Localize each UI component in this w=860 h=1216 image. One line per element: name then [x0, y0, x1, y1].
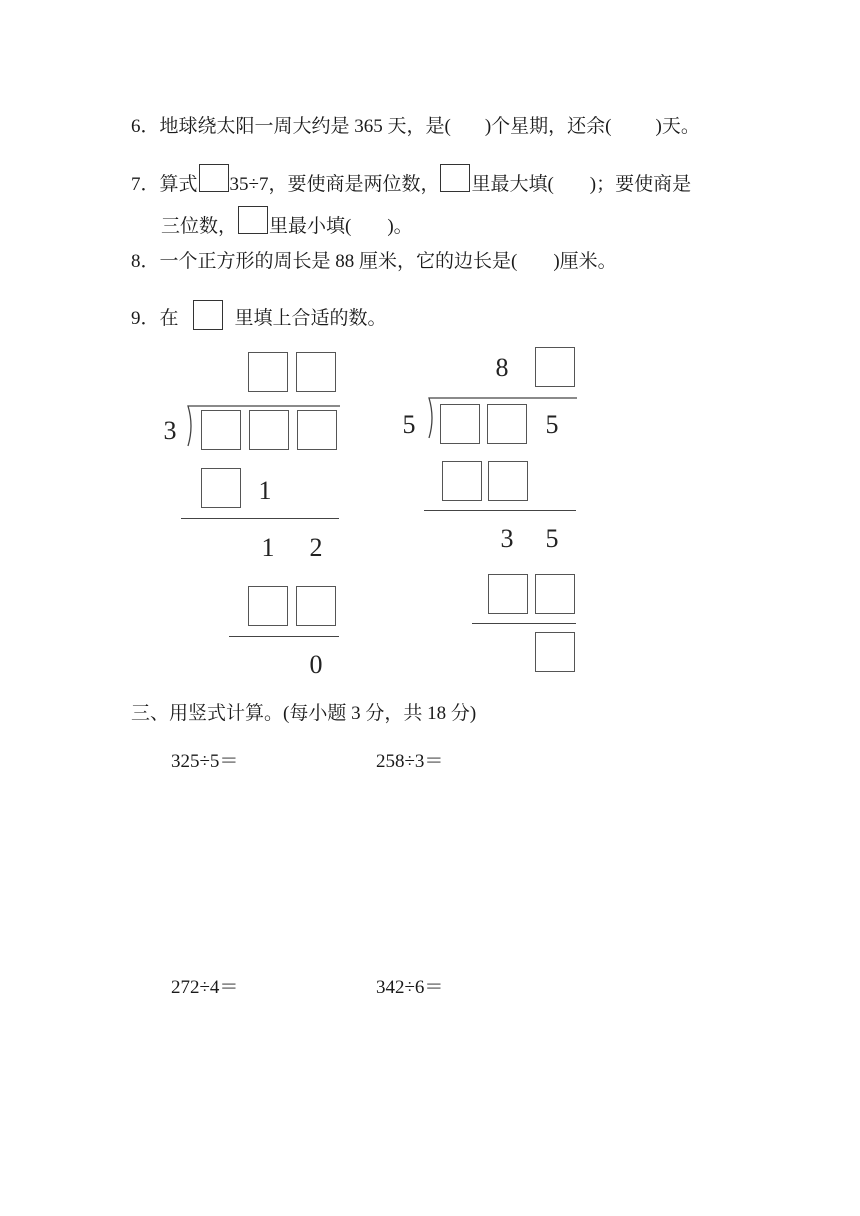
question-text: )；要使商是 [589, 174, 692, 195]
divisor: 3 [163, 416, 177, 445]
calc-problem[interactable]: 325÷5＝ [171, 751, 239, 772]
question-text: )厘米。 [553, 251, 617, 272]
fill-in-box-sample [193, 300, 223, 330]
product-box[interactable] [488, 574, 528, 614]
calc-problem[interactable]: 272÷4＝ [171, 977, 239, 998]
question-9 [131, 300, 387, 331]
step2-digit: 2 [309, 533, 323, 562]
dividend-box[interactable] [297, 410, 337, 450]
calc-problem[interactable]: 342÷6＝ [376, 977, 444, 998]
quotient-box[interactable] [248, 352, 288, 392]
calc-problem[interactable]: 258÷3＝ [376, 751, 444, 772]
question-number: 9． [131, 308, 160, 329]
step1-digit: 1 [258, 476, 272, 505]
question-number: 6． [131, 116, 160, 137]
product-box[interactable] [442, 461, 482, 501]
quotient-box[interactable] [296, 352, 336, 392]
quotient-box[interactable] [535, 347, 575, 387]
quotient-digit: 8 [495, 353, 509, 382]
step2-digit: 3 [500, 524, 514, 553]
question-text: 里最小填( [269, 216, 352, 237]
final-remainder: 0 [309, 650, 323, 679]
question-number: 7． [131, 174, 160, 195]
question-8 [131, 250, 617, 274]
dividend-box[interactable] [249, 410, 289, 450]
question-text: 在 [159, 308, 179, 329]
fill-in-box[interactable] [440, 164, 470, 192]
subtraction-line [424, 510, 576, 511]
question-text: 地球绕太阳一周大约是 365 天，是( [159, 116, 451, 137]
product-box[interactable] [201, 468, 241, 508]
dividend-digit: 5 [545, 410, 559, 439]
dividend-box[interactable] [201, 410, 241, 450]
step2-digit: 5 [545, 524, 559, 553]
remainder-box[interactable] [535, 632, 575, 672]
fill-in-box[interactable] [238, 206, 268, 234]
question-6 [131, 115, 700, 139]
product-box[interactable] [535, 574, 575, 614]
dividend-box[interactable] [440, 404, 480, 444]
dividend-box[interactable] [487, 404, 527, 444]
question-text: 算式 [159, 174, 198, 195]
question-text: 三位数， [161, 216, 238, 237]
subtraction-line [229, 636, 339, 637]
question-text: )。 [387, 216, 413, 237]
question-7-line2 [161, 206, 413, 239]
question-text: 35÷7，要使商是两位数， [229, 174, 440, 195]
question-text: )个星期，还余( [484, 116, 612, 137]
question-number: 8． [131, 251, 160, 272]
question-text: 一个正方形的周长是 88 厘米，它的边长是( [159, 251, 518, 272]
product-box[interactable] [248, 586, 288, 626]
section-3-title: 三、用竖式计算。(每小题 3 分，共 18 分) [131, 703, 477, 724]
product-box[interactable] [296, 586, 336, 626]
question-text: 里最大填( [471, 174, 554, 195]
divisor: 5 [402, 410, 416, 439]
question-text: )天。 [655, 116, 700, 137]
question-text: 里填上合适的数。 [234, 308, 387, 329]
subtraction-line [472, 623, 576, 624]
subtraction-line [181, 518, 339, 519]
fill-in-box[interactable] [199, 164, 229, 192]
question-7 [131, 164, 691, 197]
step2-digit: 1 [261, 533, 275, 562]
product-box[interactable] [488, 461, 528, 501]
